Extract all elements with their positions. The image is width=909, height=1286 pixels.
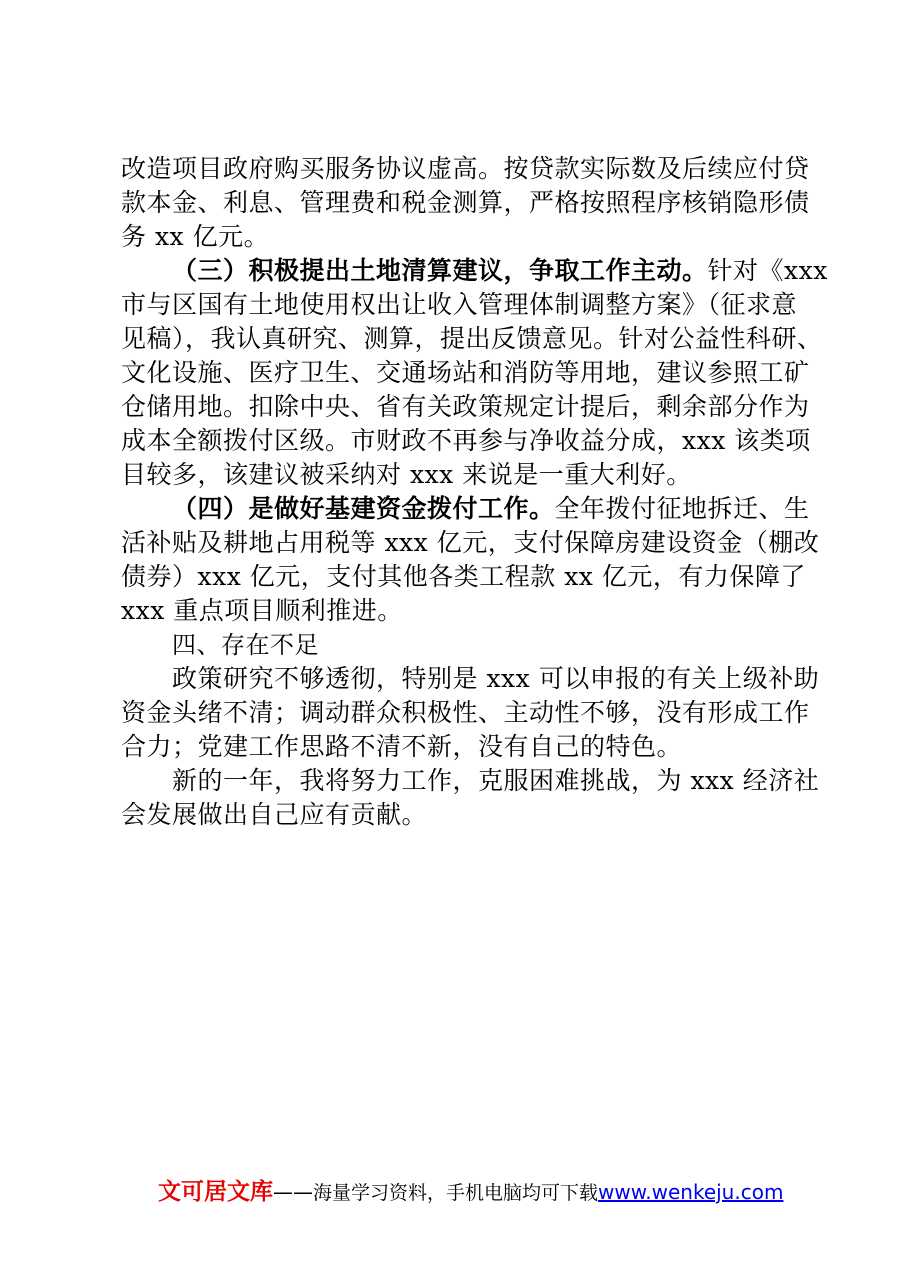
line-text: 仓储用地。扣除中央、省有关政策规定计提后，剩余部分作为: [121, 392, 810, 421]
footer-separator: ——: [273, 1180, 313, 1204]
body-line: [121, 526, 820, 560]
line-text: 活补贴及耕地占用税等 xxx 亿元，支付保障房建设资金（棚改: [121, 528, 820, 557]
body-line: [121, 288, 801, 322]
body-line: [121, 594, 801, 628]
body-line: [121, 390, 810, 424]
line-text: 政策研究不够透彻，特别是 xxx 可以申报的有关上级补助: [172, 664, 820, 693]
line-text: 全年拨付征地拆迁、生: [554, 494, 810, 523]
section-four-lead: [172, 492, 810, 526]
body-line: [121, 458, 801, 492]
body-line: [172, 662, 820, 696]
line-text: 改造项目政府购买服务协议虚高。按贷款实际数及后续应付贷: [121, 154, 810, 183]
section-heading-shortcomings: [172, 628, 802, 662]
section-three-heading: （三）积极提出土地清算建议，争取工作主动。: [172, 256, 708, 285]
line-text: 见稿），我认真研究、测算，提出反馈意见。针对公益性科研、: [121, 324, 823, 353]
body-line: [121, 152, 810, 186]
body-line: [121, 696, 810, 730]
line-text: 合力；党建工作思路不清不新，没有自己的特色。: [121, 732, 683, 761]
body-line: [121, 322, 823, 356]
line-text: 文化设施、医疗卫生、交通场站和消防等用地，建议参照工矿: [121, 358, 810, 387]
body-line: [121, 424, 811, 458]
footer-banner: [158, 1178, 783, 1207]
line-text: 务 xx 亿元。: [121, 222, 270, 251]
footer-brand: 文可居文库: [158, 1179, 273, 1205]
line-text: 目较多，该建议被采纳对 xxx 来说是一重大利好。: [121, 460, 692, 489]
body-line: [172, 764, 820, 798]
footer-url-link[interactable]: www.wenkeju.com: [598, 1180, 784, 1204]
body-line: [121, 356, 810, 390]
section-four-heading: （四）是做好基建资金拨付工作。: [172, 494, 555, 523]
body-line: [121, 220, 801, 254]
body-line: [121, 730, 801, 764]
line-text: xxx 重点项目顺利推进。: [121, 596, 403, 625]
body-line: [121, 560, 806, 594]
line-text: 款本金、利息、管理费和税金测算，严格按照程序核销隐形债: [121, 188, 810, 217]
line-text: 资金头绪不清；调动群众积极性、主动性不够，没有形成工作: [121, 698, 810, 727]
footer-tagline: 海量学习资料，手机电脑均可下载: [313, 1182, 599, 1204]
section-three-lead: [172, 254, 828, 288]
line-text: 针对《xxx: [707, 256, 828, 285]
line-text: 债券）xxx 亿元，支付其他各类工程款 xx 亿元，有力保障了: [121, 562, 806, 591]
line-text: 市与区国有土地使用权出让收入管理体制调整方案》（征求意: [121, 290, 798, 319]
body-line: [121, 798, 801, 832]
body-line: [121, 186, 810, 220]
line-text: 新的一年，我将努力工作，克服困难挑战，为 xxx 经济社: [172, 766, 820, 795]
line-text: 成本全额拨付区级。市财政不再参与净收益分成，xxx 该类项: [121, 426, 811, 455]
line-text: 会发展做出自己应有贡献。: [121, 800, 428, 829]
heading-text: 四、存在不足: [172, 631, 319, 659]
